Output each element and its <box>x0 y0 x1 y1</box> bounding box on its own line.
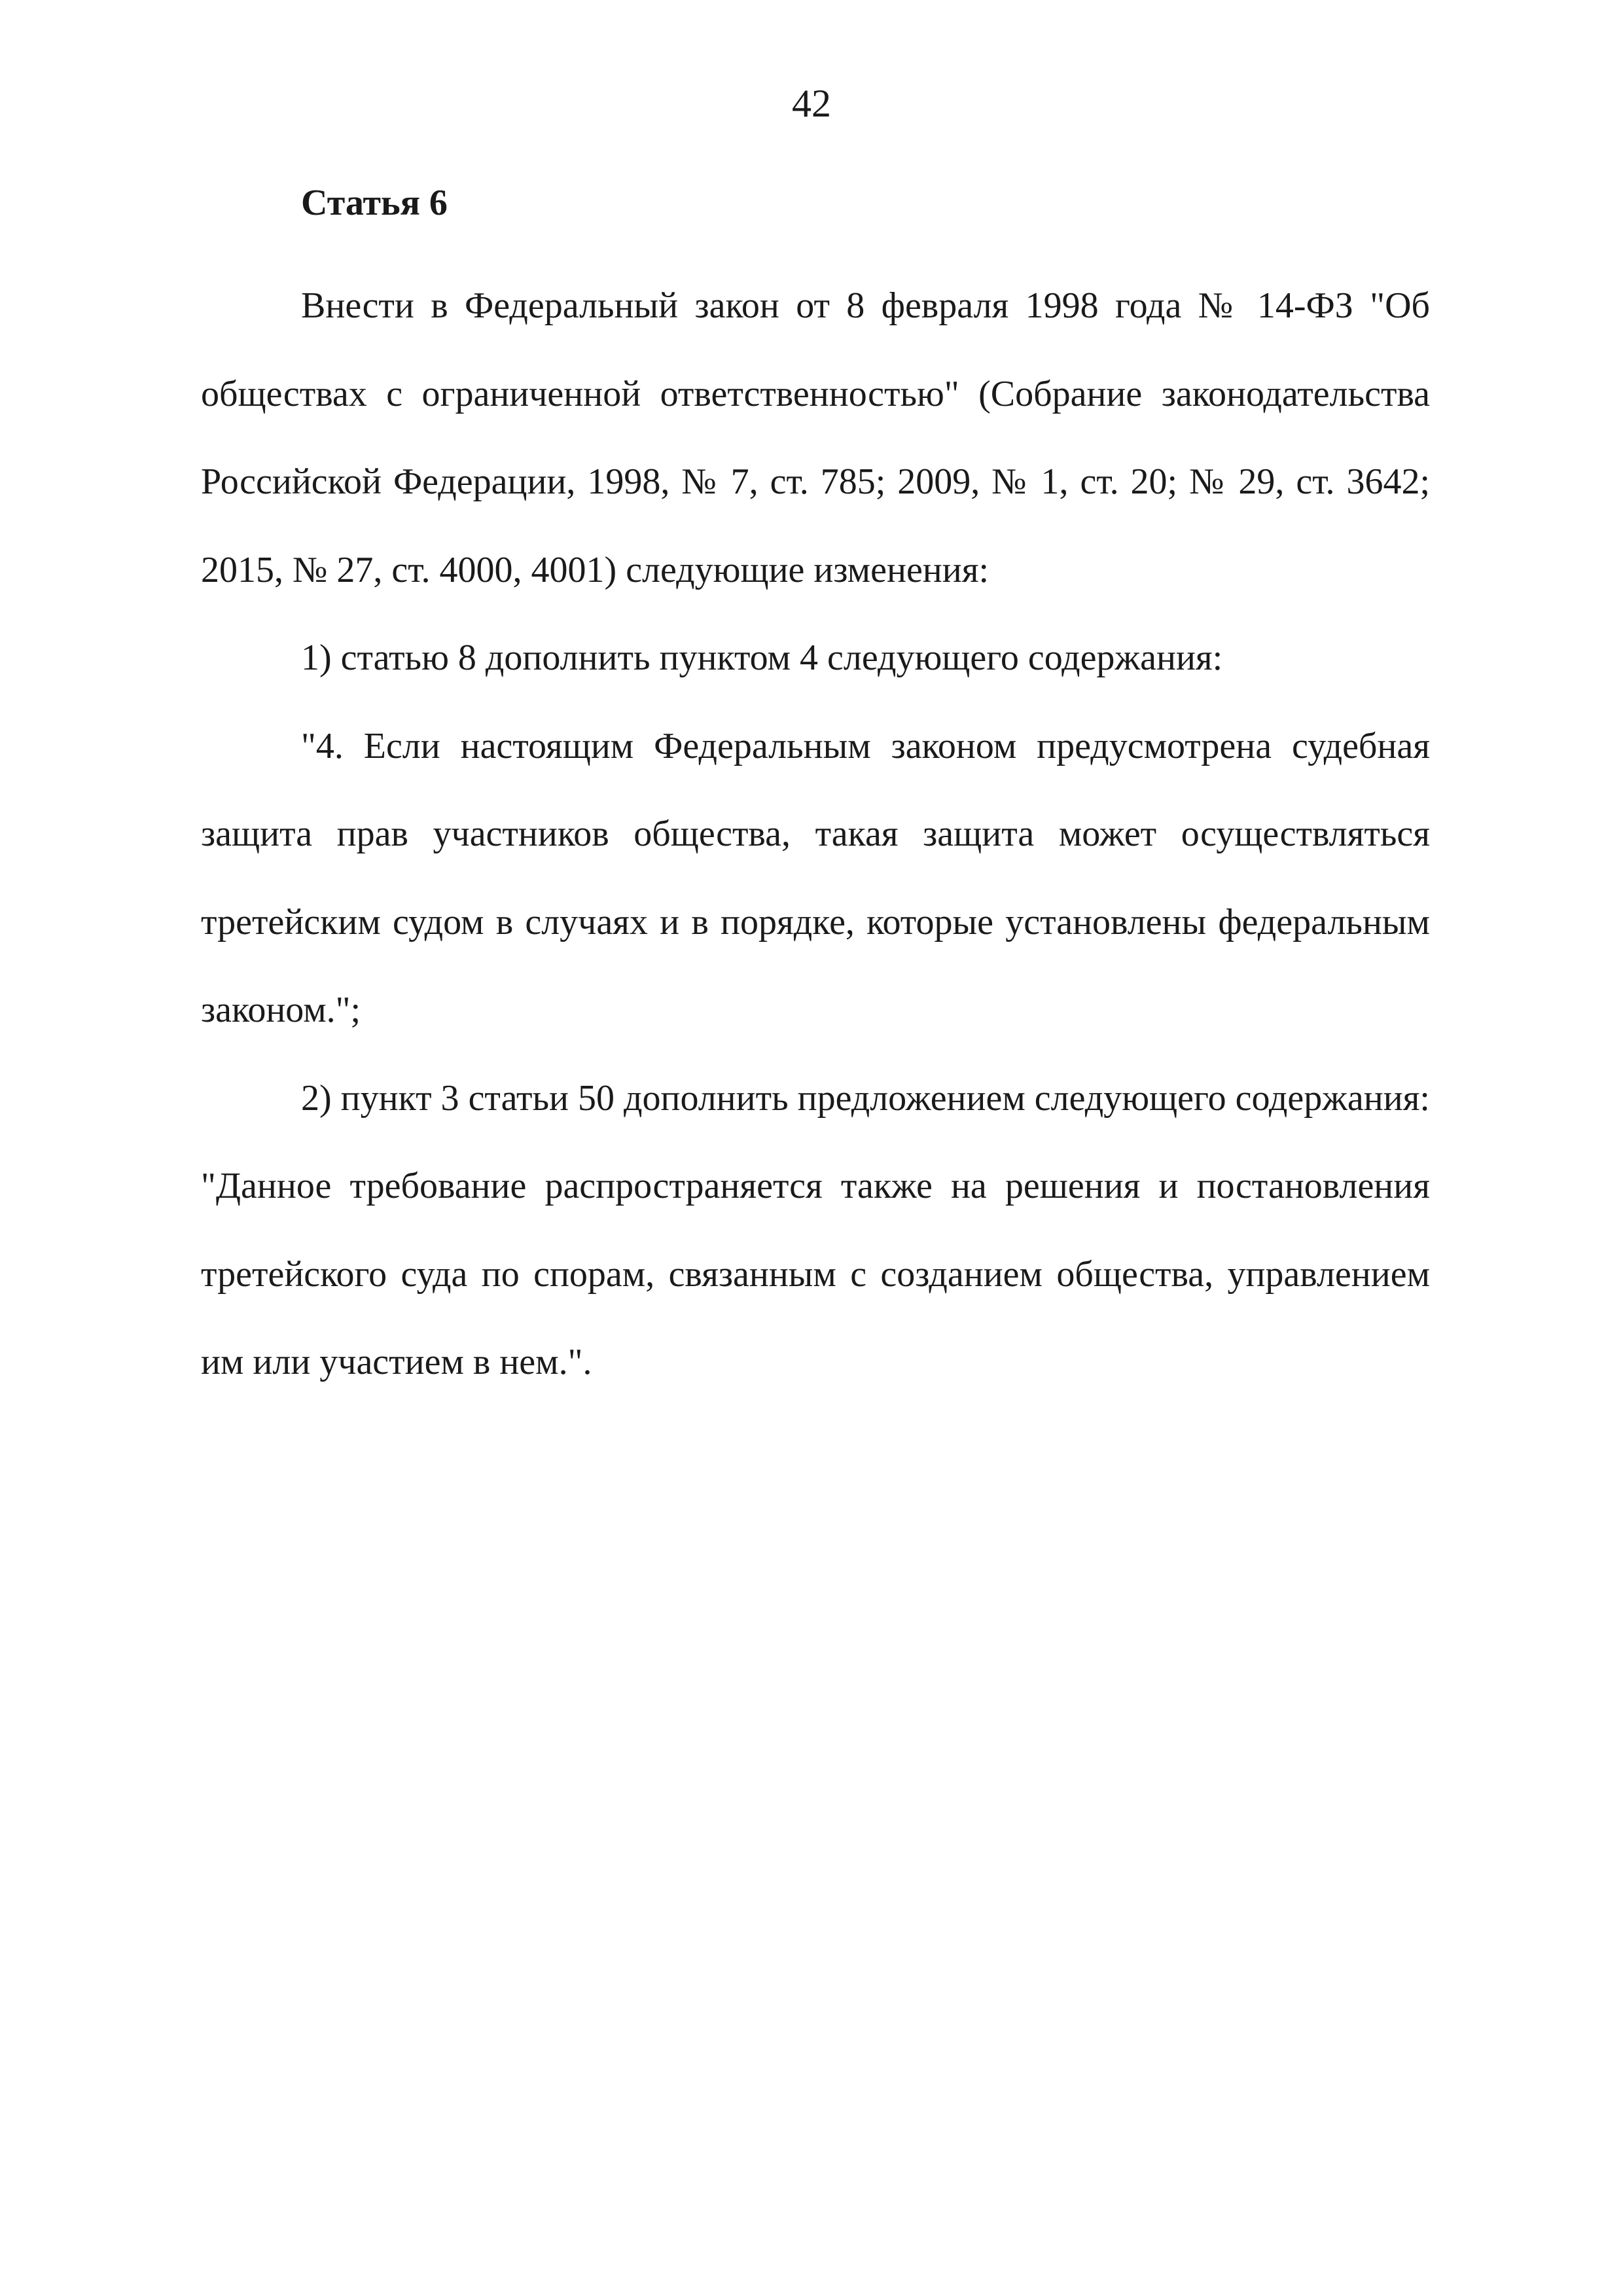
article-body <box>201 262 1430 1407</box>
paragraph-quote-4: "4. Если настоящим Федеральным законом предусмотрена судебная защита прав участников общества, такая защита может осуществляться третейским судом в случаях и в порядке, которые установлены федеральным законом."; <box>201 725 1430 1030</box>
article-title: Статья 6 <box>301 183 448 223</box>
page-number: 42 <box>792 82 831 125</box>
paragraph-item-1: 1) статью 8 дополнить пунктом 4 следующего содержания: <box>301 637 1223 678</box>
paragraph-item-2: 2) пункт 3 статьи 50 дополнить предложением следующего содержания: "Данное требование распространяется также на решения и постановления третейского суда по спорам, связанным с созданием общества, управлением им или участием в нем.". <box>201 1077 1430 1382</box>
paragraph-intro: Внести в Федеральный закон от 8 февраля 1998 года № 14-ФЗ "Об обществах с ограниченной ответственностью" (Собрание законодательства Российской Федерации, 1998, № 7, ст. 785; 2009, № 1, ст. 20; № 29, ст. 3642; 2015, № 27, ст. 4000, 4001) следующие изменения: <box>201 285 1430 590</box>
